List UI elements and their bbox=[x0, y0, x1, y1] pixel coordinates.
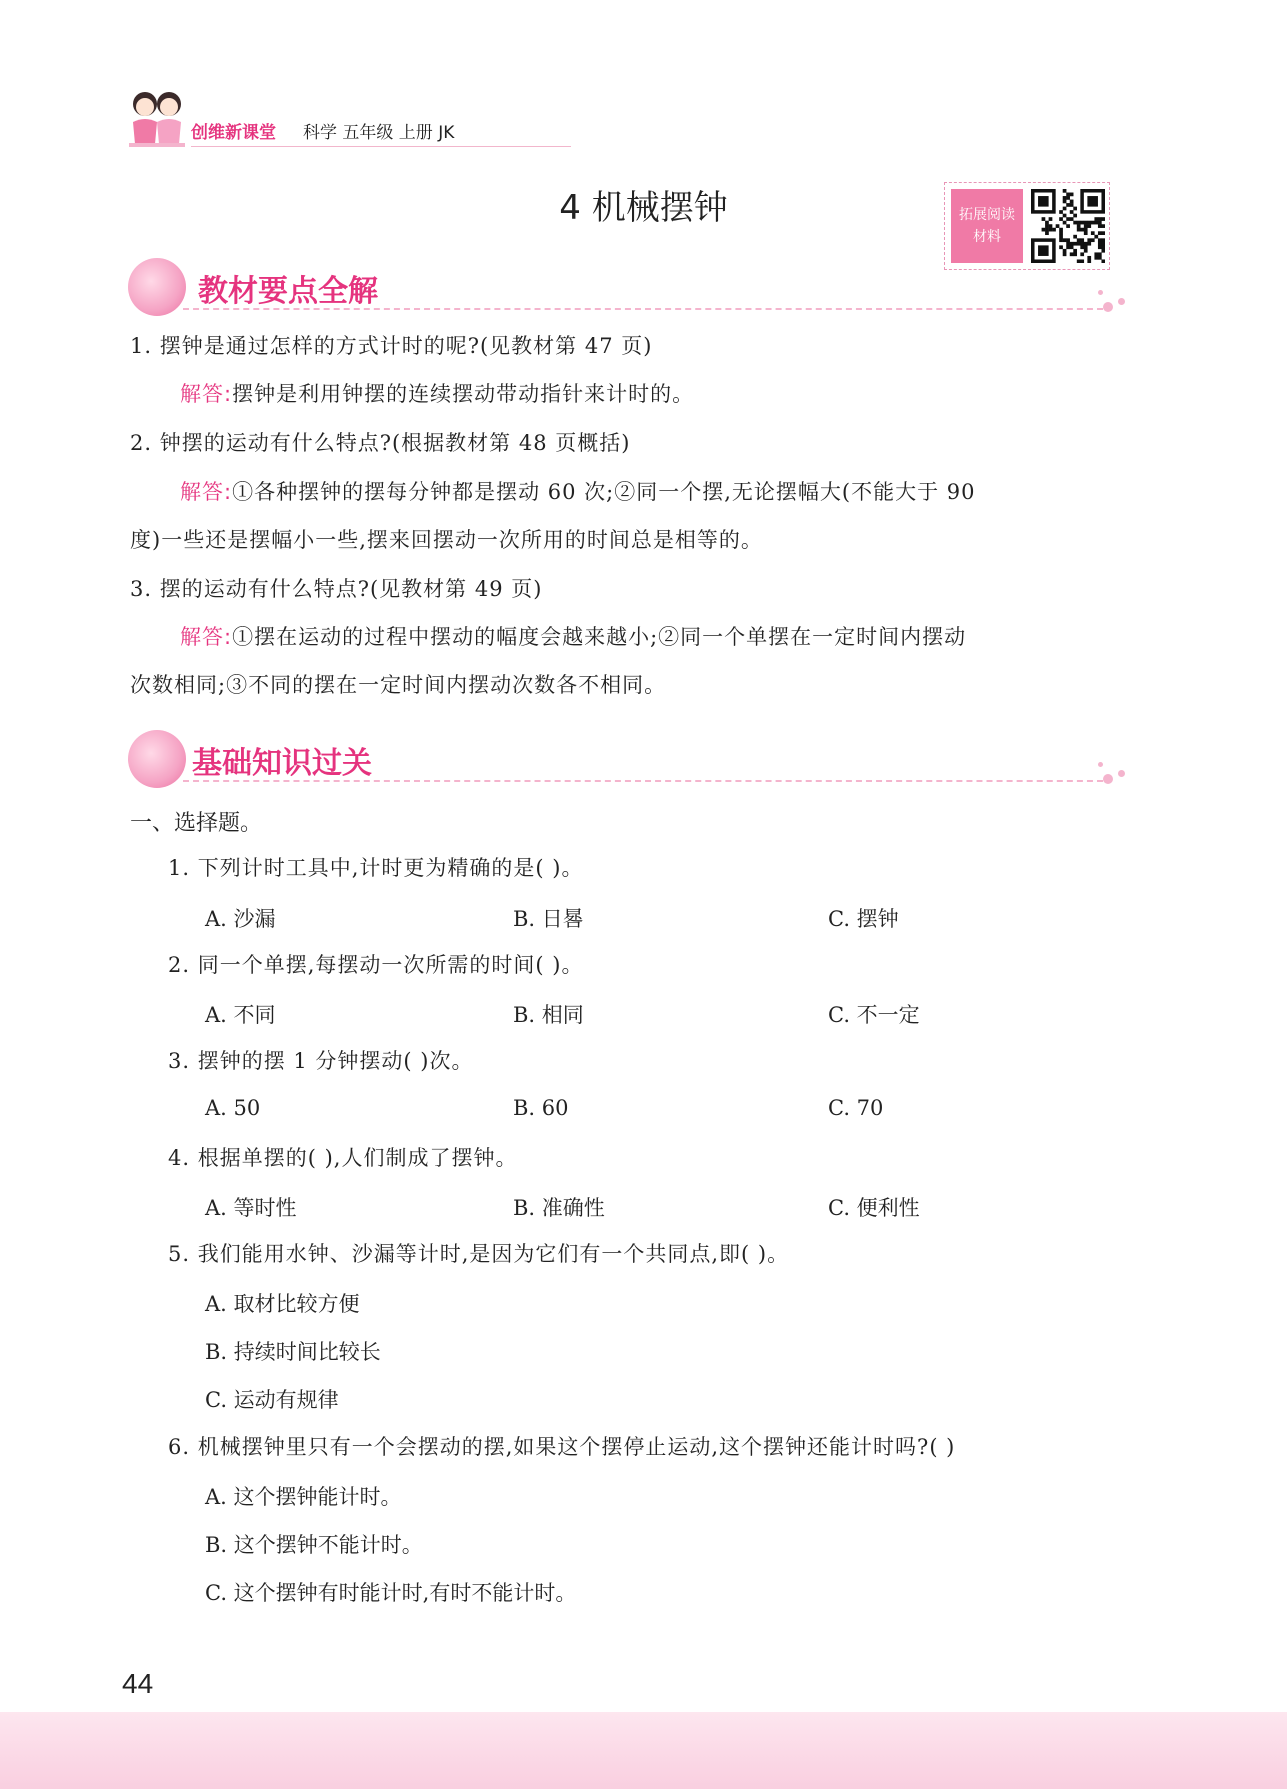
option-b[interactable]: B. 相同 bbox=[513, 1003, 584, 1027]
qr-label bbox=[951, 189, 1023, 263]
answer-3 bbox=[180, 623, 966, 651]
option-a[interactable]: A. 等时性 bbox=[205, 1196, 297, 1220]
answer-label: 解答: bbox=[180, 625, 233, 649]
option-b[interactable]: B. 准确性 bbox=[513, 1196, 605, 1220]
decor-dot bbox=[1098, 290, 1103, 295]
footer-band bbox=[0, 1712, 1287, 1789]
answer-label: 解答: bbox=[180, 382, 233, 406]
mc-question-2: 2. 同一个单摆,每摆动一次所需的时间( )。 bbox=[168, 953, 584, 977]
qr-label-line2: 材料 bbox=[973, 229, 1001, 245]
answer-1 bbox=[180, 380, 694, 408]
option-b[interactable]: B. 日晷 bbox=[513, 907, 584, 931]
decor-dot bbox=[1098, 762, 1103, 767]
option-a[interactable]: A. 50 bbox=[205, 1096, 261, 1120]
answer-3-continued: 次数相同;③不同的摆在一定时间内摆动次数各不相同。 bbox=[130, 673, 667, 697]
answer-text: ①各种摆钟的摆每分钟都是摆动 60 次;②同一个摆,无论摆幅大(不能大于 90 bbox=[232, 480, 976, 504]
option-c[interactable]: C. 这个摆钟有时能计时,有时不能计时。 bbox=[205, 1581, 577, 1605]
question-1: 1. 摆钟是通过怎样的方式计时的呢?(见教材第 47 页) bbox=[130, 334, 653, 358]
option-a[interactable]: A. 这个摆钟能计时。 bbox=[205, 1485, 402, 1509]
section-mascot-icon bbox=[128, 258, 186, 316]
option-b[interactable]: B. 持续时间比较长 bbox=[205, 1340, 381, 1364]
mc-question-1: 1. 下列计时工具中,计时更为精确的是( )。 bbox=[168, 856, 584, 880]
option-c[interactable]: C. 便利性 bbox=[828, 1196, 920, 1220]
mc-question-4: 4. 根据单摆的( ),人们制成了摆钟。 bbox=[168, 1146, 518, 1170]
section-divider bbox=[183, 308, 1103, 310]
section-title: 基础知识过关 bbox=[192, 746, 372, 781]
mc-question-3: 3. 摆钟的摆 1 分钟摆动( )次。 bbox=[168, 1049, 474, 1073]
option-a[interactable]: A. 不同 bbox=[205, 1003, 276, 1027]
option-b[interactable]: B. 60 bbox=[513, 1096, 569, 1120]
answer-text: ①摆在运动的过程中摆动的幅度会越来越小;②同一个单摆在一定时间内摆动 bbox=[232, 625, 967, 649]
decor-dot bbox=[1103, 302, 1113, 312]
decor-dot bbox=[1118, 770, 1125, 777]
option-c[interactable]: C. 摆钟 bbox=[828, 907, 899, 931]
qr-label-line1: 拓展阅读 bbox=[959, 207, 1015, 223]
book-info: 科学 五年级 上册 JK bbox=[303, 123, 455, 143]
option-c[interactable]: C. 不一定 bbox=[828, 1003, 920, 1027]
answer-2 bbox=[180, 478, 976, 506]
page-number: 44 bbox=[122, 1668, 154, 1699]
option-a[interactable]: A. 取材比较方便 bbox=[205, 1292, 360, 1316]
page-header bbox=[125, 88, 585, 158]
option-c[interactable]: C. 70 bbox=[828, 1096, 884, 1120]
answer-2-continued: 度)一些还是摆幅小一些,摆来回摆动一次所用的时间总是相等的。 bbox=[130, 528, 763, 552]
page-title: 4 机械摆钟 bbox=[559, 188, 728, 228]
section-textbook-key-points bbox=[128, 258, 1128, 318]
answer-text: 摆钟是利用钟摆的连续摆动带动指针来计时的。 bbox=[232, 382, 695, 406]
question-3: 3. 摆的运动有什么特点?(见教材第 49 页) bbox=[130, 577, 543, 601]
header-divider bbox=[191, 146, 571, 147]
option-b[interactable]: B. 这个摆钟不能计时。 bbox=[205, 1533, 423, 1557]
decor-dot bbox=[1103, 774, 1113, 784]
option-c[interactable]: C. 运动有规律 bbox=[205, 1388, 339, 1412]
mc-question-5: 5. 我们能用水钟、沙漏等计时,是因为它们有一个共同点,即( )。 bbox=[168, 1242, 790, 1266]
section-divider bbox=[183, 780, 1103, 782]
question-2: 2. 钟摆的运动有什么特点?(根据教材第 48 页概括) bbox=[130, 431, 631, 455]
part-heading: 一、选择题。 bbox=[130, 811, 263, 836]
decor-dot bbox=[1118, 298, 1125, 305]
option-a[interactable]: A. 沙漏 bbox=[205, 907, 276, 931]
mc-question-6: 6. 机械摆钟里只有一个会摆动的摆,如果这个摆停止运动,这个摆钟还能计时吗?( ) bbox=[168, 1435, 956, 1459]
section-title: 教材要点全解 bbox=[198, 274, 378, 309]
section-mascot-icon bbox=[128, 730, 186, 788]
answer-label: 解答: bbox=[180, 480, 233, 504]
qr-code-icon[interactable] bbox=[1031, 189, 1105, 263]
qr-panel[interactable] bbox=[944, 182, 1110, 270]
section-basic-knowledge bbox=[128, 730, 1128, 790]
kids-logo-icon bbox=[125, 88, 189, 150]
brand-name: 创维新课堂 bbox=[191, 123, 276, 143]
